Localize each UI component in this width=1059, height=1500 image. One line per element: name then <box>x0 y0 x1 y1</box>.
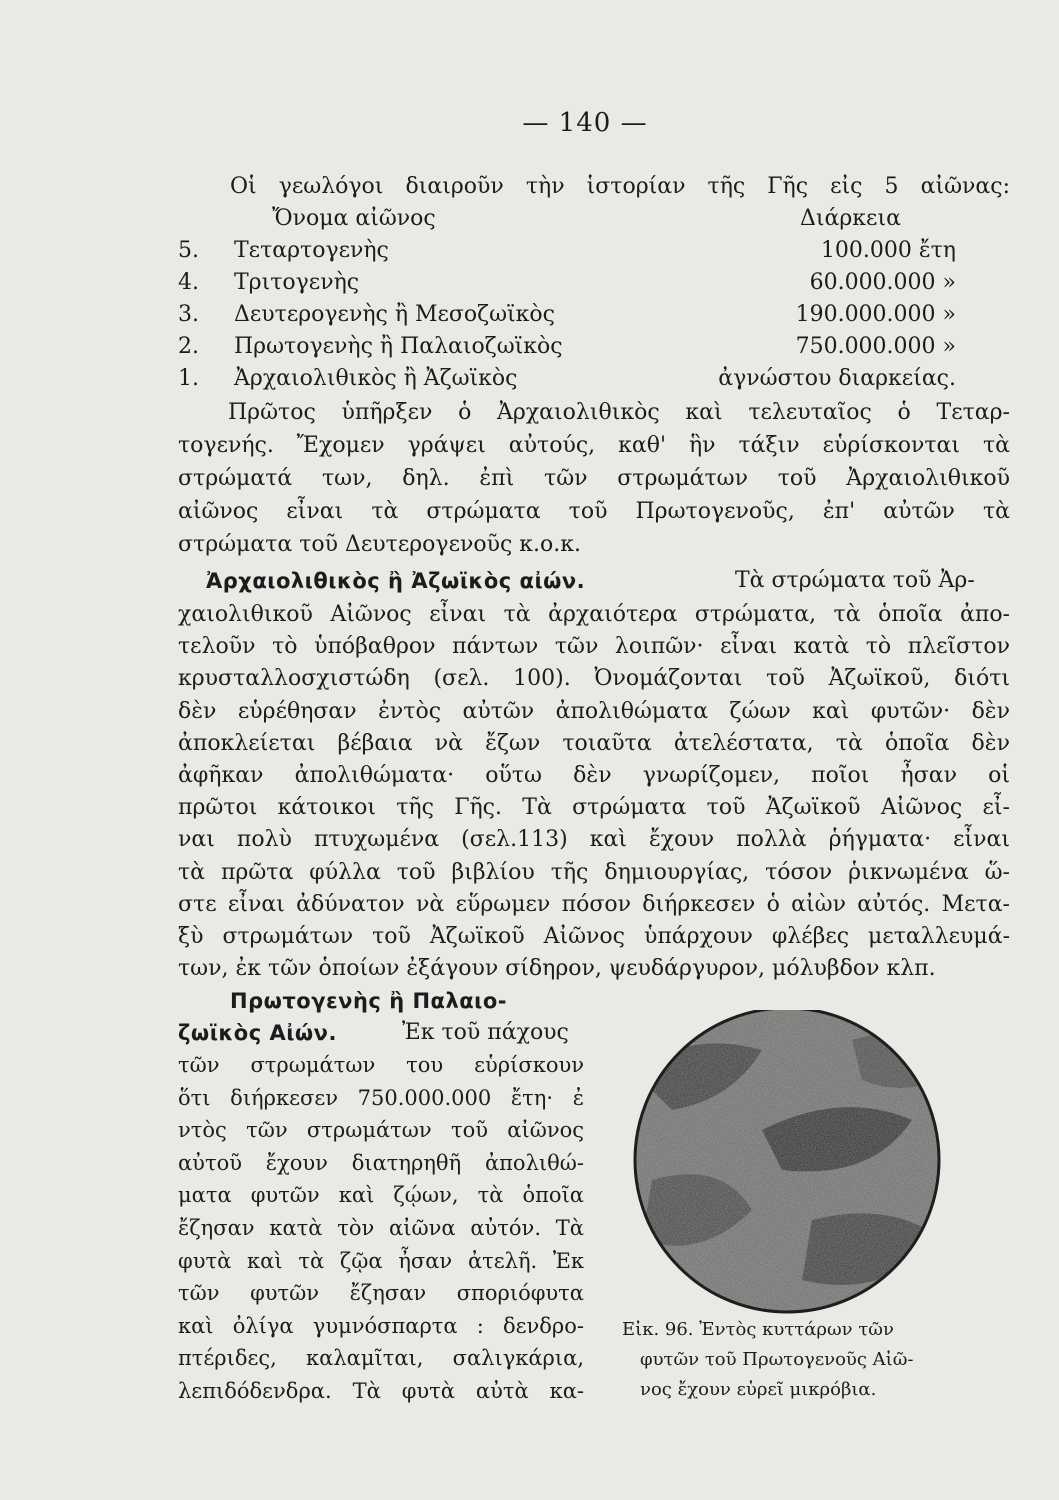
text-line: πρῶτοι κάτοικοι τῆς Γῆς. Τὰ στρώματα τοῦ Ἀζωϊκοῦ Αἰῶνος εἶ- <box>178 795 1010 821</box>
text-line: κρυσταλλοσχιστώδη (σελ. 100). Ὀνομάζονται τοῦ Ἀζωϊκοῦ, διότι <box>178 666 1010 692</box>
era-number: 2. <box>178 334 199 359</box>
era-duration: 100.000 ἔτη <box>820 238 956 263</box>
era-number: 3. <box>178 302 199 327</box>
text-line: ματα φυτῶν καὶ ζῴων, τὰ ὁποῖα <box>178 1183 584 1208</box>
era-row <box>178 332 978 364</box>
text-line: ἀφῆκαν ἀπολιθώματα· οὕτω δὲν γνωρίζομεν, ποῖοι ἦσαν οἱ <box>178 763 1010 788</box>
text-line: τῶν φυτῶν ἔζησαν σποριόφυτα <box>178 1281 584 1306</box>
era-duration: ἀγνώστου διαρκείας. <box>718 366 956 391</box>
text-line: στρώματα τοῦ Δευτερογενοῦς κ.ο.κ. <box>178 532 582 557</box>
text-line: των, ἐκ τῶν ὁποίων ἐξάγουν σίδηρον, ψευδάργυρον, μόλυβδον κλπ. <box>178 956 936 982</box>
era-number: 4. <box>178 270 199 295</box>
text-line: ἀποκλείεται βέβαια νὰ ἔζων τοιαῦτα ἀτελέστατα, τὰ ὁποῖα δὲν <box>178 730 1010 756</box>
text-line: τὰ πρῶτα φύλλα τοῦ βιβλίου τῆς δημιουργίας, τόσον ῥικνωμένα ὥ- <box>178 859 1010 885</box>
text-line: χαιολιθικοῦ Αἰῶνος εἶναι τὰ ἀρχαιότερα στρώματα, τὰ ὁποῖα ἀπο- <box>178 602 1010 627</box>
intro-line: Οἱ γεωλόγοι διαιροῦν τὴν ἱστορίαν τῆς Γῆς εἰς 5 αἰῶνας: <box>230 174 1010 199</box>
era-name: Τεταρτογενὴς <box>234 238 389 263</box>
text-line: καὶ ὀλίγα γυμνόσπαρτα : δενδρο- <box>178 1313 584 1338</box>
era-row <box>178 300 978 332</box>
era-name: Πρωτογενὴς ἢ Παλαιοζωϊκὸς <box>234 334 563 359</box>
era-name: Δευτερογενὴς ἢ Μεσοζωϊκὸς <box>234 302 555 327</box>
text-line: δὲν εὑρέθησαν ἐντὸς αὐτῶν ἀπολιθώματα ζώων καὶ φυτῶν· δὲν <box>178 698 1010 724</box>
era-number: 5. <box>178 238 199 263</box>
text-line: λεπιδόδενδρα. Τὰ φυτὰ αὐτὰ κα- <box>178 1379 584 1403</box>
text-line: ντὸς τῶν στρωμάτων τοῦ αἰῶνος <box>178 1118 584 1143</box>
caption-line: φυτῶν τοῦ Πρωτογενοῦς Αἰῶ- <box>640 1349 914 1370</box>
text-line: ναι πολὺ πτυχωμένα (σελ.113) καὶ ἔχουν πολλὰ ῥήγματα· εἶναι <box>178 827 1010 853</box>
microscope-figure <box>612 1010 1000 1318</box>
text-line: στρώματά των, δηλ. ἐπὶ τῶν στρωμάτων τοῦ Ἀρχαιολιθικοῦ <box>178 466 1010 491</box>
era-duration: 750.000.000 » <box>795 334 956 359</box>
text-line: ὅτι διήρκεσεν 750.000.000 ἔτη· ἐ <box>178 1085 584 1110</box>
section-heading-archaeolithic: Ἀρχαιολιθικὸς ἢ Ἀζωϊκὸς αἰών. <box>206 569 586 593</box>
text-line: Πρῶτος ὑπῆρξεν ὁ Ἀρχαιολιθικὸς καὶ τελευταῖος ὁ Τεταρ- <box>228 400 1010 425</box>
era-duration: 60.000.000 » <box>809 270 956 295</box>
text-line: τῶν στρωμάτων του εὑρίσκουν <box>178 1053 584 1077</box>
era-duration: 190.000.000 » <box>795 302 956 327</box>
era-name: Τριτογενὴς <box>234 270 360 295</box>
table-header-duration: Διάρκεια <box>800 206 901 231</box>
era-name: Ἀρχαιολιθικὸς ἢ Ἀζωϊκὸς <box>234 366 518 391</box>
era-row <box>178 268 978 300</box>
era-row <box>178 364 978 396</box>
text-line: τελοῦν τὸ ὑπόβαθρον πάντων τῶν λοιπῶν· εἶναι κατὰ τὸ πλεῖστον <box>178 634 1010 660</box>
text-line: ξὺ στρωμάτων τοῦ Ἀζωϊκοῦ Αἰῶνος ὑπάρχουν φλέβες μεταλλευμά- <box>178 924 1010 949</box>
table-header-name: Ὄνομα αἰῶνος <box>272 206 436 231</box>
section-first-line: Ἐκ τοῦ πάχους <box>402 1020 569 1045</box>
text-line: τογενής. Ἔχομεν γράψει αὐτούς, καθ' ἣν τάξιν εὑρίσκονται τὰ <box>178 433 1010 458</box>
text-line: αἰῶνος εἶναι τὰ στρώματα τοῦ Πρωτογενοῦς, ἐπ' αὐτῶν τὰ <box>178 499 1010 524</box>
era-row <box>178 236 978 268</box>
caption-line: νος ἔχουν εὑρεῖ μικρόβια. <box>640 1379 877 1400</box>
text-line: αὐτοῦ ἔχουν διατηρηθῆ ἀπολιθώ- <box>178 1150 584 1175</box>
section-first-line: Τὰ στρώματα τοῦ Ἀρ- <box>735 568 975 593</box>
page-number: — 140 — <box>522 108 648 138</box>
text-line: ἔζησαν κατὰ τὸν αἰῶνα αὐτόν. Τὰ <box>178 1216 584 1240</box>
text-line: στε εἶναι ἀδύνατον νὰ εὕρωμεν πόσον διήρκεσεν ὁ αἰὼν αὐτός. Μετα- <box>178 891 1010 917</box>
section-heading-palaeozoic: Πρωτογενὴς ἢ Παλαιο- <box>230 989 508 1013</box>
caption-line: Εἰκ. 96. Ἐντὸς κυττάρων τῶν <box>622 1319 894 1340</box>
text-line: φυτὰ καὶ τὰ ζῷα ἦσαν ἀτελῆ. Ἐκ <box>178 1248 584 1273</box>
text-line: πτέριδες, καλαμῖται, σαλιγκάρια, <box>178 1346 584 1371</box>
section-heading-palaeozoic-cont: ζωϊκὸς Αἰών. <box>178 1021 337 1045</box>
era-number: 1. <box>178 366 199 391</box>
